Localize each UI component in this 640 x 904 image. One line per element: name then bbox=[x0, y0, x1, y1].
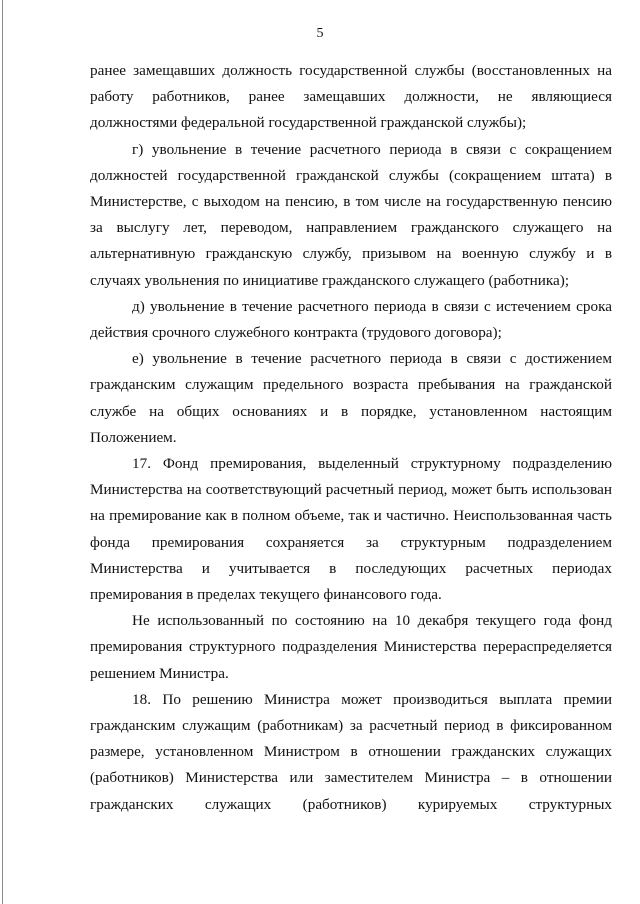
scan-margin-line bbox=[2, 0, 3, 904]
paragraph-clause-18: 18. По решению Министра может производиться выплата премии гражданским служащим (работникам) за расчетный период в фиксированном размере, установленном Министром в отношении гражданских служащих (работников) Министерства или заместителем Министра – в отношении гражданских служащих (работников) курируемых структурных bbox=[90, 690, 612, 813]
paragraph-item-g: г) увольнение в течение расчетного периода в связи с сокращением должностей государственной гражданской службы (сокращением штата) в Министерстве, с выходом на пенсию, в том числе на государственную пенсию за выслугу лет, переводом, направлением гражданского служащего на альтернативную гражданскую службу, призывом на военную службу и в случаях увольнения по инициативе гражданского служащего (работника); bbox=[90, 140, 612, 289]
paragraph-item-d: д) увольнение в течение расчетного периода в связи с истечением срока действия срочного служебного контракта (трудового договора); bbox=[90, 297, 612, 342]
paragraph-continuation: ранее замещавших должность государственной службы (восстановленных на работу работников, ранее замещавших должности, не являющиеся должностями федеральной государственной гражданской службы); bbox=[90, 62, 612, 132]
page-number: 5 bbox=[316, 26, 324, 41]
paragraph-clause-17: 17. Фонд премирования, выделенный структурному подразделению Министерства на соответствующий расчетный период, может быть использован на премирование как в полном объеме, так и частично. Неиспользованная часть фонда премирования сохраняется за структурным подразделением Министерства и учитывается в последующих расчетных периодах премирования в пределах текущего финансового года. bbox=[90, 455, 612, 604]
document-body bbox=[90, 58, 612, 818]
paragraph-clause-17-continued: Не использованный по состоянию на 10 декабря текущего года фонд премирования структурного подразделения Министерства перераспределяется решением Министра. bbox=[90, 612, 612, 682]
paragraph-item-e: е) увольнение в течение расчетного периода в связи с достижением гражданским служащим предельного возраста пребывания на гражданской службе на общих основаниях и в порядке, установленном настоящим Положением. bbox=[90, 350, 612, 446]
